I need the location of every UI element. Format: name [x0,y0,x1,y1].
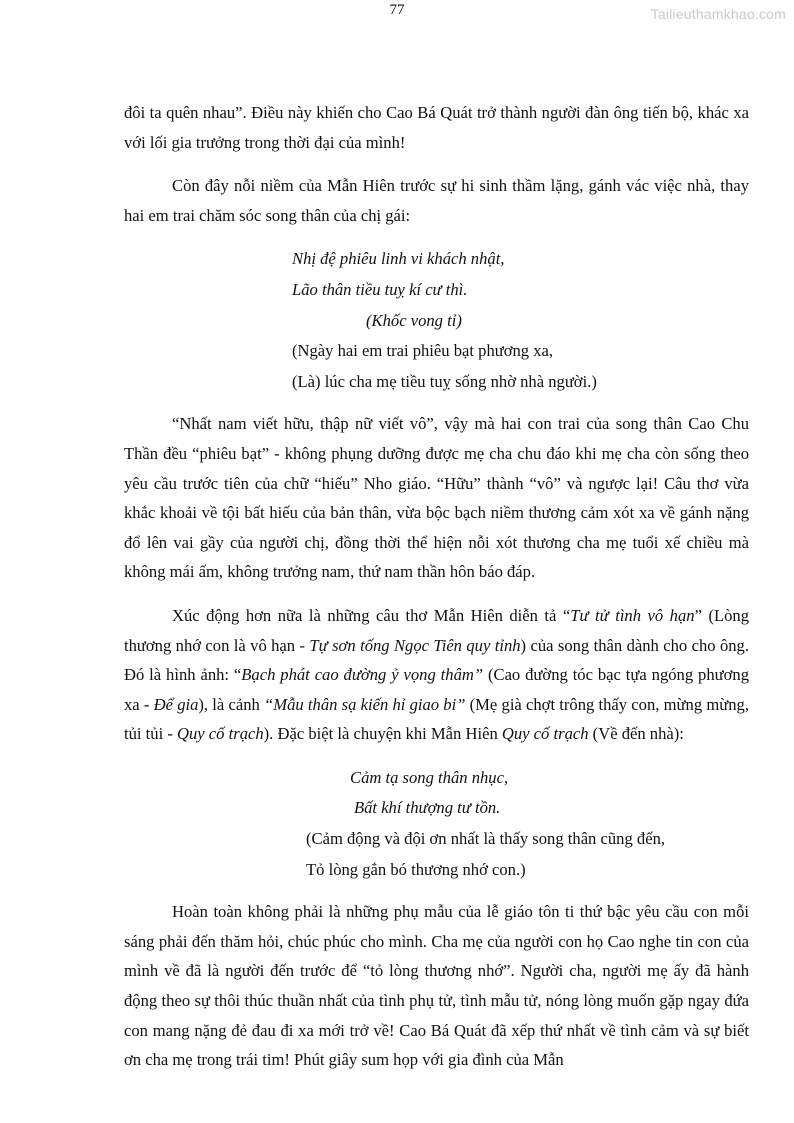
poem-line: Nhị đệ phiêu linh vi khách nhật, [292,249,505,269]
poem-line: Cảm tạ song thân nhục, [350,767,509,787]
paragraph-2: Còn đây nỗi niềm của Mẫn Hiên trước sự hi sinh thầm lặng, gánh vác việc nhà, thay hai em trai chăm sóc song thân của chị gái: [124,176,749,225]
paragraph-3: “Nhất nam viết hữu, thập nữ viết vô”, vậy mà hai con trai của song thân Cao Chu Thần đều “phiêu bạt” - không phụng dưỡng được mẹ cha chu đáo khi mẹ cha còn sống theo yêu cầu trước tiên của chữ “hiếu” Nho giáo. “Hữu” thành “vô” và ngược lại! Câu thơ vừa khắc khoải về tội bất hiếu của bản thân, vừa bộc bạch niềm thương cảm xót xa về gánh nặng đổ lên vai gầy của người chị, đồng thời thể hiện nỗi xót thương cha mẹ tuổi xế chiều mà không mái ấm, không trưởng nam, thứ nam thần hôn báo đáp. [124,414,749,582]
poem-attribution: (Khốc vong tỉ) [366,310,462,330]
poem-line: Bất khí thượng tư tồn. [354,798,501,818]
poem-block-2 [124,763,749,885]
poem-translation-line: Tỏ lòng gắn bó thương nhớ con.) [306,859,526,879]
poem-block-1 [124,244,749,397]
poem-line: Lão thân tiều tuỵ kí cư thì. [292,279,468,299]
watermark: Tailieuthamkhao.com [650,6,786,22]
paragraph-1: đôi ta quên nhau”. Điều này khiến cho Cao Bá Quát trở thành người đàn ông tiến bộ, khác xa với lối gia trưởng trong thời đại của mình! [124,103,749,152]
poem-translation-line: (Ngày hai em trai phiêu bạt phương xa, [292,341,554,361]
paragraph-5: Hoàn toàn không phải là những phụ mẫu của lễ giáo tôn ti thứ bậc yêu cầu con mỗi sáng phải đến thăm hỏi, chúc phúc cho mình. Cha mẹ của người con họ Cao nghe tin con của mình về đã là người đến trước để “tỏ lòng thương nhớ”. Người cha, người mẹ ấy đã hành động theo sự thôi thúc thuần nhất của tình phụ tử, tình mẫu tử, nóng lòng muốn gặp ngay đứa con mang nặng đẻ đau đi xa mới trở về! Cao Bá Quát đã xếp thứ nhất về tình cảm và sự biết ơn cha mẹ trong trái tim! Phút giây sum họp với gia đình của Mẫn [124,902,749,1070]
poem-translation-line: (Cảm động và đội ơn nhất là thấy song thân cũng đến, [306,829,666,849]
page-number: 77 [389,2,405,18]
paragraph-4: Xúc động hơn nữa là những câu thơ Mẫn Hiên diễn tả “Tư tử tình vô hạn” (Lòng thương nhớ con là vô hạn - Tự sơn tống Ngọc Tiên quy tỉnh) của song thân dành cho cho ông. Đó là hình ảnh: “Bạch phát cao đường ỷ vọng thâm” (Cao đường tóc bạc tựa ngóng phương xa - Để gia), là cảnh “Mẫu thân sạ kiến hỉ giao bi” (Mẹ già chợt trông thấy con, mừng mừng, tủi tủi - Quy cố trạch). Đặc biệt là chuyện khi Mẫn Hiên Quy cố trạch (Về đến nhà): [124,605,749,744]
poem-translation-line: (Là) lúc cha mẹ tiều tuỵ sống nhờ nhà người.) [292,371,597,391]
page-body [124,98,749,1089]
